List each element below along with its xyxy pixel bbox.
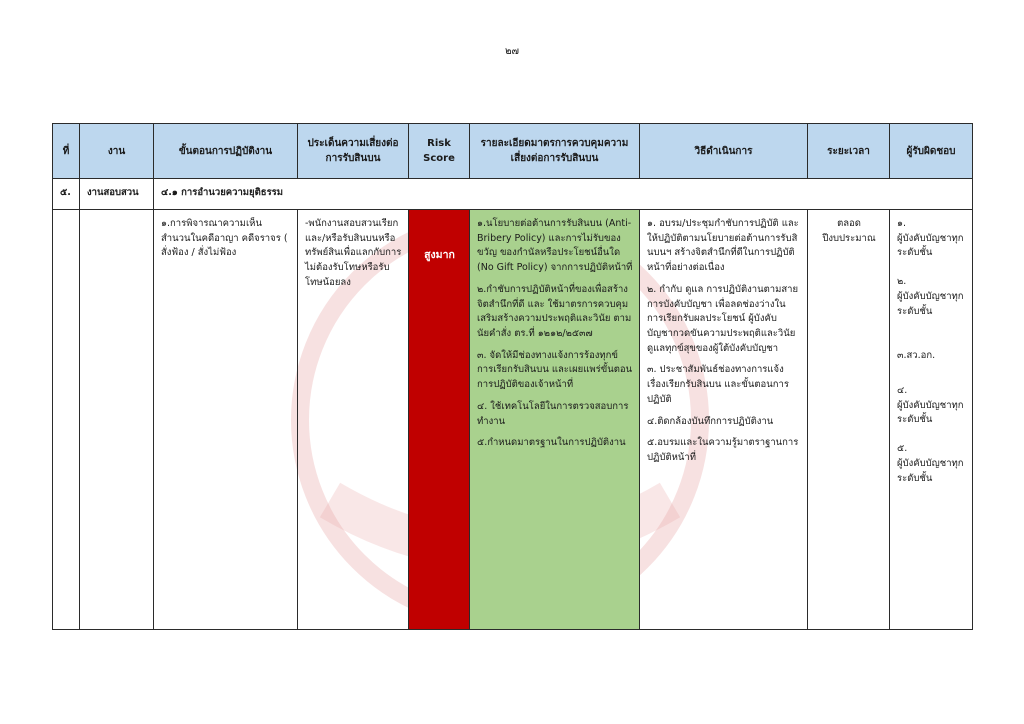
section-no: ๕.: [53, 179, 80, 210]
header-control-details: รายละเอียดมาตรการควบคุมความเสี่ยงต่อการรับสินบน: [470, 124, 640, 179]
responsible-cell: [890, 210, 973, 630]
page-number: ๒๗: [504, 46, 520, 57]
header-steps: ขั้นตอนการปฏิบัติงาน: [154, 124, 298, 179]
method-item: ๑. อบรม/ประชุมกำชับการปฏิบัติ และให้ปฏิบัติตามนโยบายต่อต้านการรับสินบนฯ สร้างจิตสำนึกที่ดีในการปฏิบัติหน้าที่อย่างต่อเนื่อง: [647, 218, 799, 274]
risk-score-cell: [409, 210, 470, 630]
step-cell: ๑.การพิจารณาความเห็นสำนวนในคดีอาญา คดีจราจร ( สั่งฟ้อง / สั่งไม่ฟ้อง: [154, 210, 298, 630]
risk-issue-cell: -พนักงานสอบสวนเรียกและ/หรือรับสินบนหรือทรัพย์สินเพื่อแลกกับการไม่ต้องรับโทษหรือรับโทษน้อยลง: [298, 210, 409, 630]
table-header-row: [53, 124, 973, 179]
header-risk-score: Risk Score: [409, 124, 470, 179]
responsible-item: ๑. ผู้บังคับบัญชาทุกระดับชั้น: [897, 218, 964, 259]
responsible-item: ๓.สว.อก.: [897, 350, 936, 362]
header-method: วิธีดำเนินการ: [640, 124, 808, 179]
method-cell: [640, 210, 808, 630]
control-measures-cell: [470, 210, 640, 630]
header-responsible: ผู้รับผิดชอบ: [890, 124, 973, 179]
method-item: ๒. กำกับ ดูแล การปฏิบัติงานตามสายการบังคับบัญชา เพื่อลดช่องว่างในการเรียกรับผลประโยชน์ ผู้บังคับบัญชากวดขันความประพฤติและวินัย ดูแลทุกข์สุขของผู้ใต้บังคับบัญชา: [647, 283, 799, 354]
row-work-cell: [80, 210, 154, 630]
header-no: ที่: [53, 124, 80, 179]
period-cell: ตลอดปีงบประมาณ: [808, 210, 890, 630]
measure-item: ๑.นโยบายต่อต้านการรับสินบน (Anti-Bribery Policy) และการไม่รับของขวัญ ของกำนัลหรือประโยชน์อื่นใด (No Gift Policy) จากการปฏิบัติหน้าที่: [477, 218, 633, 274]
table-row: [53, 210, 973, 630]
responsible-item: ๕. ผู้บังคับบัญชาทุกระดับชั้น: [897, 443, 964, 484]
risk-level-label: สูงมาก: [424, 249, 455, 261]
measure-item: ๓. จัดให้มีช่องทางแจ้งการร้องทุกข์การเรียกรับสินบน และเผยแพร่ขั้นตอนการปฏิบัติของเจ้าหน้าที่: [477, 349, 633, 391]
section-work: งานสอบสวน: [80, 179, 154, 210]
measure-item: ๒.กำชับการปฏิบัติหน้าที่ของเพื่อสร้างจิตสำนึกที่ดี และ ใช้มาตรการควบคุมเสริมสร้างความประพฤติและวินัย ตามนัยคำสั่ง ตร.ที่ ๑๒๑๒/๒๕๓๗: [477, 283, 632, 340]
method-item: ๔.ติดกล้องบันทึกการปฏิบัติงาน: [647, 415, 774, 427]
method-item: ๓. ประชาสัมพันธ์ช่องทางการแจ้งเรื่องเรียกรับสินบน และขั้นตอนการปฏิบัติ: [647, 364, 789, 405]
risk-control-table: [52, 123, 973, 630]
header-period: ระยะเวลา: [808, 124, 890, 179]
section-title: ๔.๑ การอำนวยความยุติธรรม: [154, 179, 973, 210]
responsible-item: ๔. ผู้บังคับบัญชาทุกระดับชั้น: [897, 385, 964, 426]
header-work: งาน: [80, 124, 154, 179]
measure-item: ๔. ใช้เทคโนโลยีในการตรวจสอบการทำงาน: [477, 400, 629, 427]
header-risk-issue: ประเด็นความเสี่ยงต่อการรับสินบน: [298, 124, 409, 179]
row-no-cell: [53, 210, 80, 630]
section-row: [53, 179, 973, 210]
responsible-item: ๒. ผู้บังคับบัญชาทุกระดับชั้น: [897, 276, 964, 317]
method-item: ๕.อบรมและในความรู้มาตราฐานการปฏิบัติหน้าที่: [647, 437, 799, 464]
measure-item: ๕.กำหนดมาตรฐานในการปฏิบัติงาน: [477, 437, 626, 449]
